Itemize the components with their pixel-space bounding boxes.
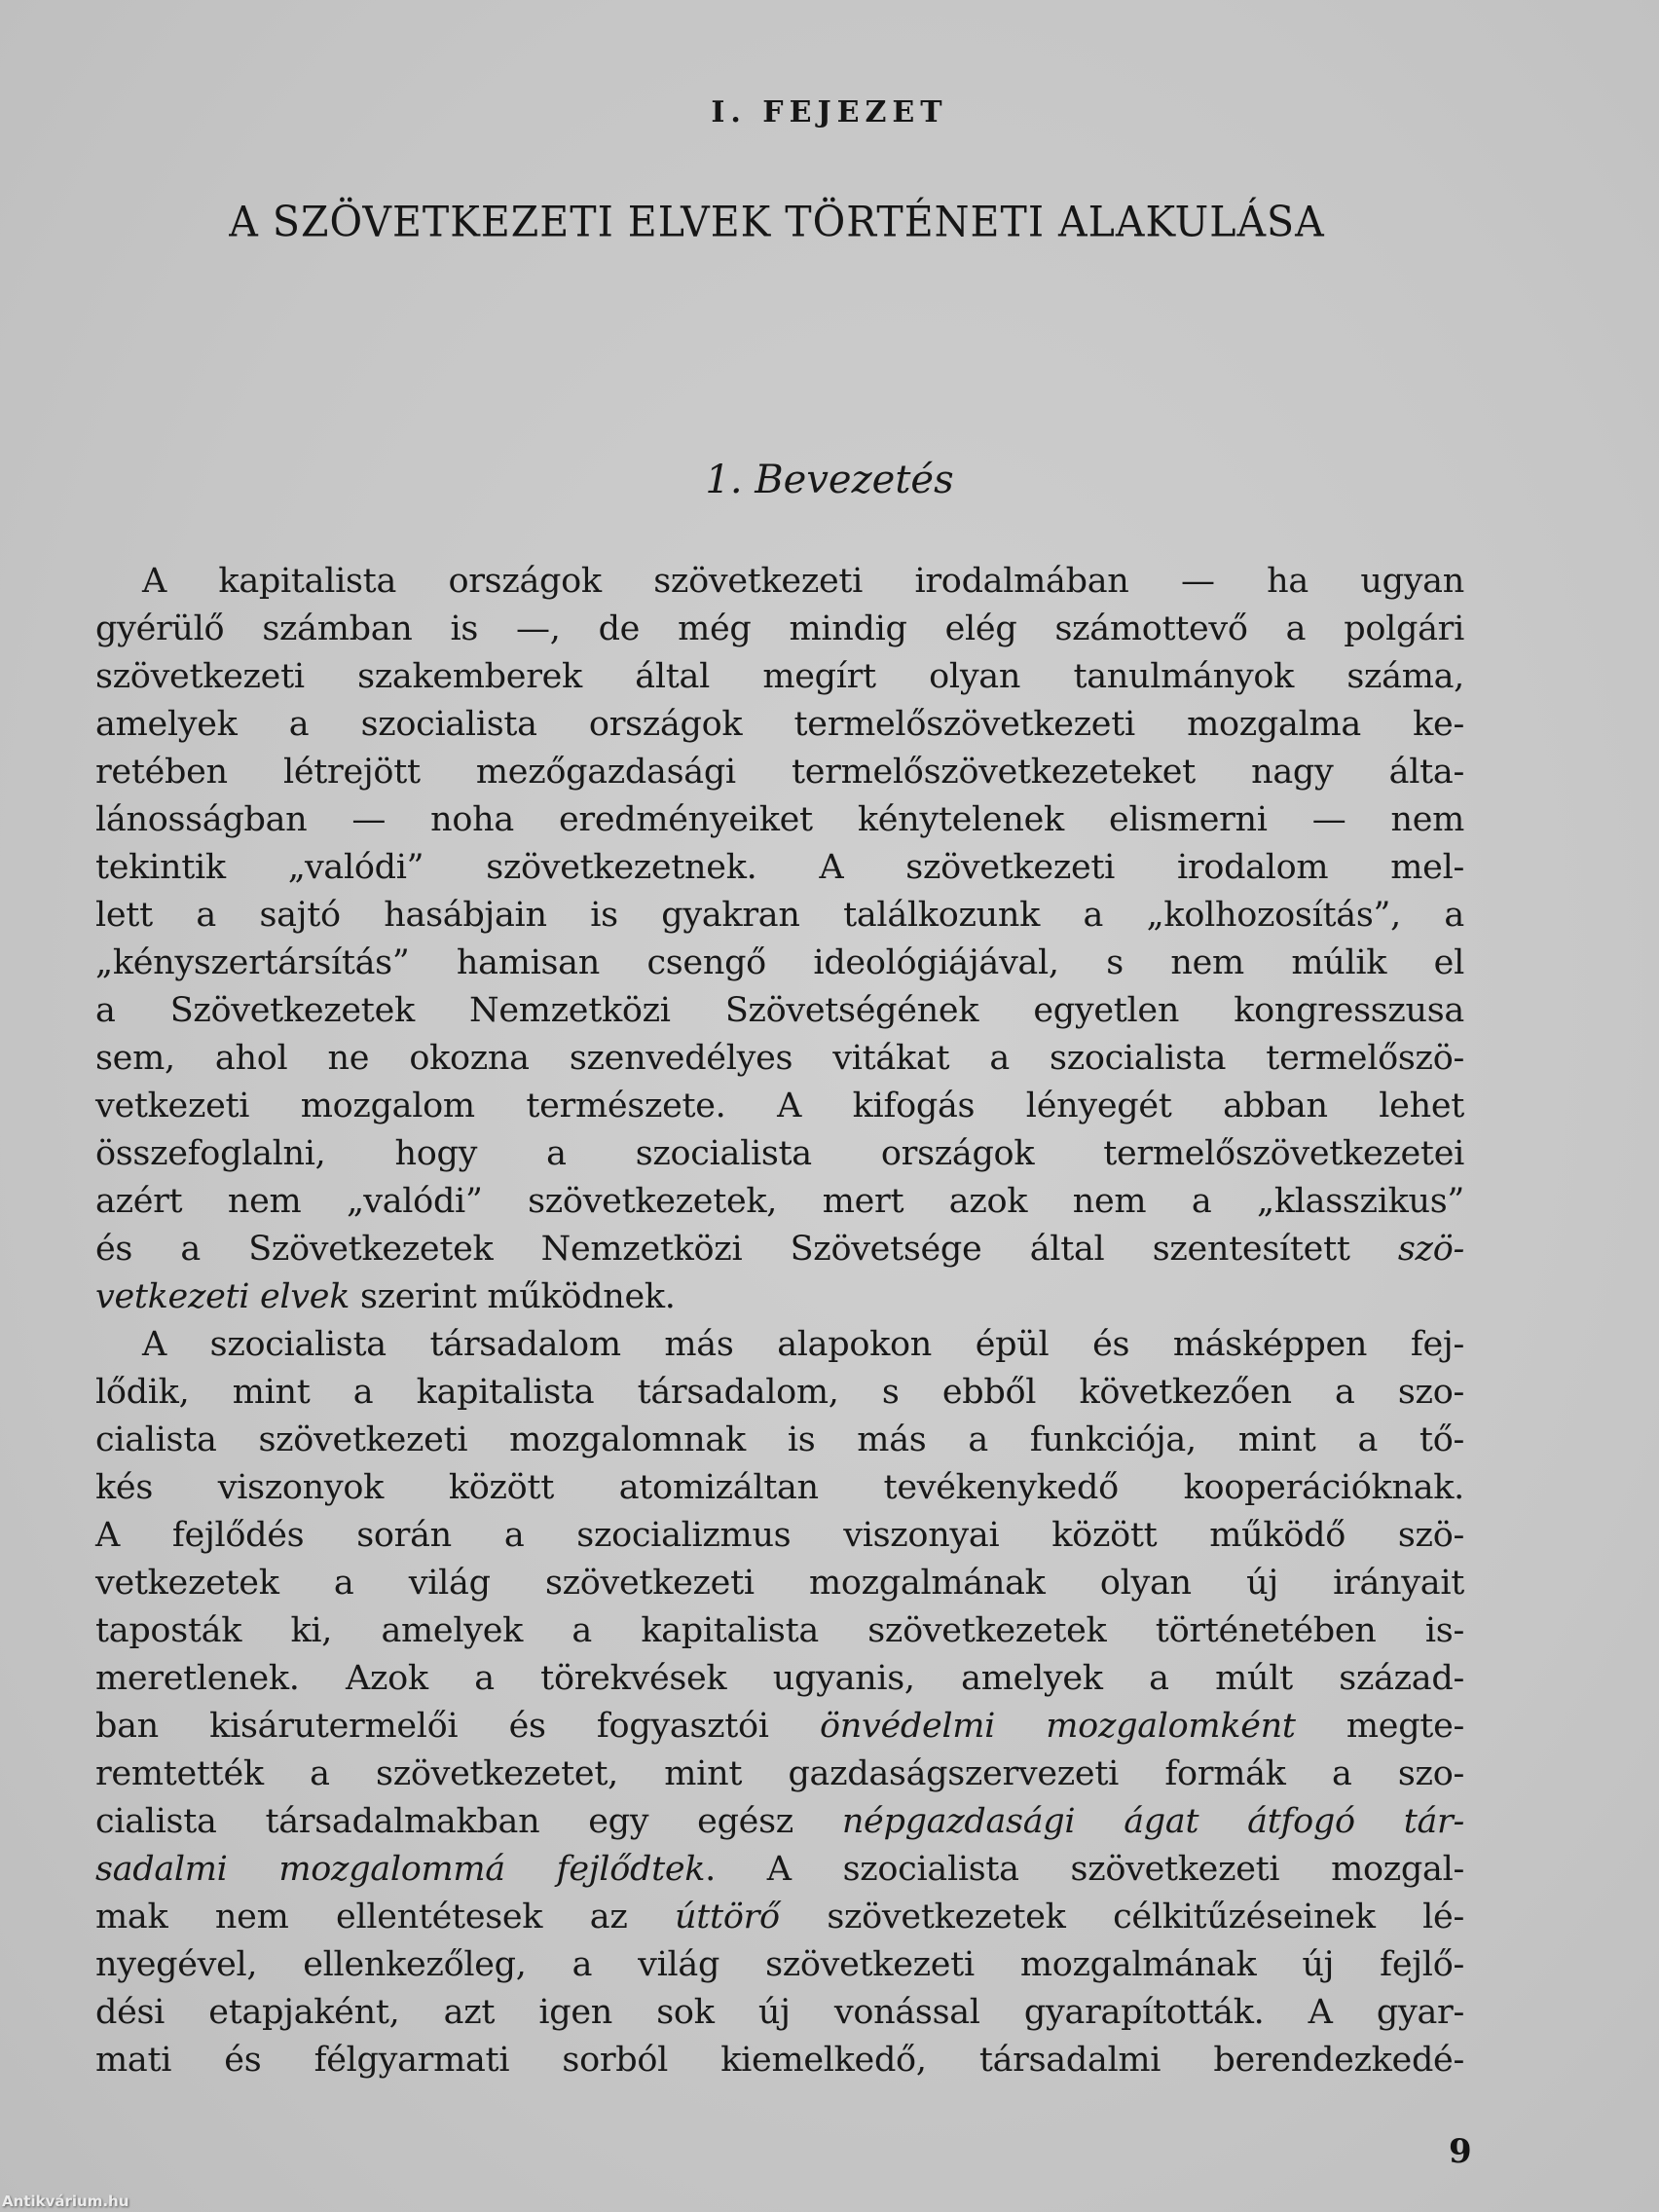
text-segment: a Szövetkezetek Nemzetközi Szövetségének egyetlen kongresszusa: [95, 991, 1464, 1030]
text-line: [95, 1751, 1464, 1798]
text-segment: lánosságban — noha eredményeiket kénytelenek elismerni — nem: [95, 800, 1464, 839]
chapter-title: A SZÖVETKEZETI ELVEK TÖRTÉNETI ALAKULÁSA: [229, 197, 1325, 247]
text-line: [95, 1560, 1464, 1607]
italic-segment: önvédelmi mozgalomként: [819, 1707, 1296, 1746]
text-line: [95, 558, 1464, 606]
text-line: [95, 1607, 1464, 1655]
italic-segment: népgazdasági ágat átfogó tár-: [841, 1802, 1464, 1841]
italic-segment: szö-: [1397, 1230, 1464, 1269]
text-segment: dési etapjaként, azt igen sok új vonással gyarapították. A gyar-: [95, 1993, 1464, 2032]
text-line: [95, 1512, 1464, 1560]
text-segment: tekintik „valódi” szövetkezetnek. A szövetkezeti irodalom mel-: [95, 848, 1464, 887]
text-segment: ban kisárutermelői és fogyasztói: [95, 1707, 820, 1746]
chapter-label: I. FEJEZET: [711, 95, 948, 129]
text-segment: szövetkezeti szakemberek által megírt olyan tanulmányok száma,: [95, 657, 1464, 696]
text-line: [95, 987, 1464, 1035]
text-line: [95, 1130, 1464, 1178]
text-segment: cialista társadalmakban egy egész: [95, 1802, 842, 1841]
text-segment: „kényszertársítás” hamisan csengő ideológiájával, s nem múlik el: [95, 943, 1464, 982]
text-segment: szövetkezetek célkitűzéseinek lé-: [779, 1898, 1464, 1936]
text-segment: A kapitalista országok szövetkezeti irodalmában — ha ugyan: [142, 562, 1464, 601]
text-line: [95, 1798, 1464, 1846]
text-segment: azért nem „valódi” szövetkezetek, mert azok nem a „klasszikus”: [95, 1182, 1464, 1221]
text-segment: . A szocialista szövetkezeti mozgal-: [705, 1850, 1464, 1889]
text-line: [95, 1369, 1464, 1417]
text-segment: megte-: [1295, 1707, 1465, 1746]
text-line: [95, 1083, 1464, 1130]
text-line: [95, 1417, 1464, 1464]
text-segment: és a Szövetkezetek Nemzetközi Szövetsége által szentesített: [95, 1230, 1398, 1269]
text-segment: nyegével, ellenkezőleg, a világ szövetkezeti mozgalmának új fejlő-: [95, 1945, 1464, 1984]
text-line: [95, 1226, 1464, 1273]
italic-segment: sadalmi mozgalommá fejlődtek: [95, 1850, 706, 1889]
text-segment: sem, ahol ne okozna szenvedélyes vitákat a szocialista termelőszö-: [95, 1039, 1464, 1078]
text-line: [95, 1273, 1464, 1321]
body-text: [95, 558, 1464, 2084]
text-line: [95, 1655, 1464, 1703]
text-segment: remtették a szövetkezetet, mint gazdaságszervezeti formák a szo-: [95, 1754, 1464, 1793]
text-segment: A szocialista társadalom más alapokon épül és másképpen fej-: [142, 1325, 1464, 1364]
text-segment: A fejlődés során a szocializmus viszonyai között működő szö-: [95, 1516, 1464, 1555]
text-line: [95, 892, 1464, 940]
text-line: [95, 1178, 1464, 1226]
text-segment: mak nem ellentétesek az: [95, 1898, 676, 1936]
italic-segment: úttörő: [675, 1898, 780, 1936]
text-line: [95, 796, 1464, 844]
text-segment: kés viszonyok között atomizáltan tevékenykedő kooperációknak.: [95, 1468, 1464, 1507]
page-number: 9: [1449, 2132, 1472, 2171]
text-line: [95, 606, 1464, 653]
text-line: [95, 1321, 1464, 1369]
text-segment: vetkezeti mozgalom természete. A kifogás lényegét abban lehet: [95, 1087, 1464, 1125]
section-title: 1. Bevezetés: [705, 458, 954, 502]
watermark: Antikvárium.hu: [2, 2193, 129, 2210]
text-segment: lődik, mint a kapitalista társadalom, s ebből következően a szo-: [95, 1373, 1464, 1412]
text-line: [95, 1464, 1464, 1512]
text-line: [95, 1894, 1464, 1941]
text-segment: szerint működnek.: [350, 1277, 676, 1316]
text-line: [95, 844, 1464, 892]
text-line: [95, 1989, 1464, 2037]
text-segment: mati és félgyarmati sorból kiemelkedő, társadalmi berendezkedé-: [95, 2041, 1464, 2080]
text-segment: retében létrejött mezőgazdasági termelőszövetkezeteket nagy álta-: [95, 753, 1464, 792]
text-segment: lett a sajtó hasábjain is gyakran találkozunk a „kolhozosítás”, a: [95, 896, 1464, 935]
text-segment: amelyek a szocialista országok termelőszövetkezeti mozgalma ke-: [95, 705, 1464, 744]
text-line: [95, 701, 1464, 749]
text-segment: meretlenek. Azok a törekvések ugyanis, amelyek a múlt század-: [95, 1659, 1464, 1698]
text-line: [95, 940, 1464, 987]
text-line: [95, 1035, 1464, 1083]
text-line: [95, 2037, 1464, 2084]
text-line: [95, 1941, 1464, 1989]
text-segment: cialista szövetkezeti mozgalomnak is más a funkciója, mint a tő-: [95, 1420, 1464, 1459]
text-segment: taposták ki, amelyek a kapitalista szövetkezetek történetében is-: [95, 1611, 1464, 1650]
text-line: [95, 1846, 1464, 1894]
text-segment: összefoglalni, hogy a szocialista országok termelőszövetkezetei: [95, 1134, 1464, 1173]
text-line: [95, 653, 1464, 701]
text-line: [95, 1703, 1464, 1751]
text-segment: vetkezetek a világ szövetkezeti mozgalmának olyan új irányait: [95, 1564, 1464, 1603]
text-line: [95, 749, 1464, 796]
italic-segment: vetkezeti elvek: [95, 1277, 350, 1316]
text-segment: gyérülő számban is —, de még mindig elég számottevő a polgári: [95, 609, 1464, 648]
